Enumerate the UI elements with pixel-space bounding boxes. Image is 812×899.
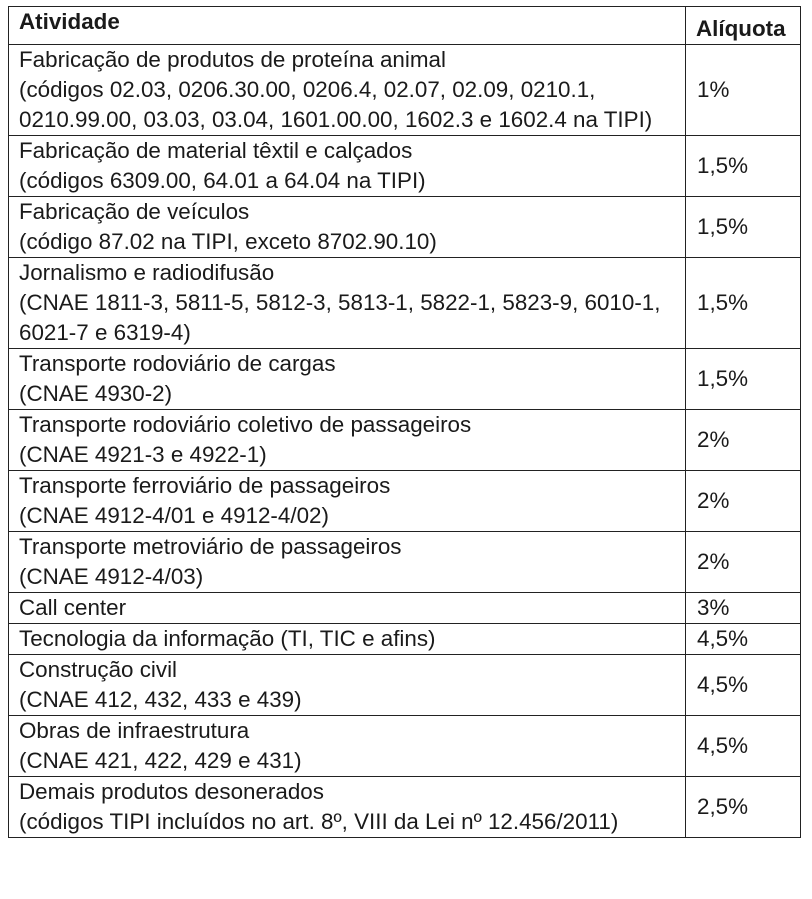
activity-title: Transporte metroviário de passageiros [19,534,402,559]
table-row [9,777,801,838]
activity-cell [9,655,686,716]
activity-title: Fabricação de veículos [19,199,250,224]
activity-cell [9,258,686,349]
table-row [9,410,801,471]
activity-codes: (CNAE 412, 432, 433 e 439) [19,687,302,712]
activity-codes: (CNAE 4912-4/01 e 4912-4/02) [19,503,329,528]
activity-title: Transporte ferroviário de passageiros [19,473,391,498]
activity-cell [9,45,686,136]
activity-title: Call center [19,595,127,620]
activity-codes: (CNAE 1811-3, 5811-5, 5812-3, 5813-1, 5822-1, 5823-9, 6010-1, 6021-7 e 6319-4) [19,290,661,345]
rate-cell: 4,5% [686,624,801,655]
rate-cell: 1,5% [686,197,801,258]
rate-cell: 2,5% [686,777,801,838]
activity-cell [9,624,686,655]
rate-cell: 2% [686,410,801,471]
table-row [9,593,801,624]
activity-title: Transporte rodoviário coletivo de passageiros [19,412,472,437]
table-row [9,716,801,777]
table-row [9,349,801,410]
activity-codes: (código 87.02 na TIPI, exceto 8702.90.10) [19,229,437,254]
rate-cell: 4,5% [686,716,801,777]
activity-title: Obras de infraestrutura [19,718,250,743]
activity-codes: (códigos 6309.00, 64.01 a 64.04 na TIPI) [19,168,426,193]
table-row [9,258,801,349]
table-header-row [9,7,801,45]
activity-codes: (códigos TIPI incluídos no art. 8º, VIII da Lei nº 12.456/2011) [19,809,619,834]
activity-cell [9,593,686,624]
activity-title: Construção civil [19,657,178,682]
table-row [9,45,801,136]
activity-cell [9,136,686,197]
rate-cell: 2% [686,532,801,593]
rate-cell: 1,5% [686,136,801,197]
rate-cell: 4,5% [686,655,801,716]
activity-codes: (CNAE 4930-2) [19,381,173,406]
activity-cell [9,410,686,471]
activity-title: Fabricação de produtos de proteína animal [19,47,446,72]
activity-title: Fabricação de material têxtil e calçados [19,138,413,163]
table-row [9,471,801,532]
activity-title: Tecnologia da informação (TI, TIC e afins) [19,626,436,651]
header-activity: Atividade [9,7,686,45]
activity-cell [9,349,686,410]
activity-codes: (CNAE 421, 422, 429 e 431) [19,748,302,773]
rate-cell: 1,5% [686,349,801,410]
activity-codes: (CNAE 4921-3 e 4922-1) [19,442,267,467]
header-rate: Alíquota [686,7,801,45]
activity-codes: (CNAE 4912-4/03) [19,564,204,589]
activity-title: Demais produtos desonerados [19,779,324,804]
activity-title: Transporte rodoviário de cargas [19,351,336,376]
rate-cell: 1% [686,45,801,136]
activity-cell [9,716,686,777]
aliquota-table [8,6,801,838]
activity-cell [9,777,686,838]
activity-cell [9,197,686,258]
activity-cell [9,471,686,532]
table-body [9,45,801,838]
table-row [9,655,801,716]
table-row [9,532,801,593]
rate-cell: 1,5% [686,258,801,349]
table-row [9,197,801,258]
table-row [9,624,801,655]
rate-cell: 3% [686,593,801,624]
rate-cell: 2% [686,471,801,532]
table-row [9,136,801,197]
activity-title: Jornalismo e radiodifusão [19,260,275,285]
activity-codes: (códigos 02.03, 0206.30.00, 0206.4, 02.07, 02.09, 0210.1, 0210.99.00, 03.03, 03.04, 1601.00.00, 1602.3 e 1602.4 na TIPI) [19,77,653,132]
activity-cell [9,532,686,593]
